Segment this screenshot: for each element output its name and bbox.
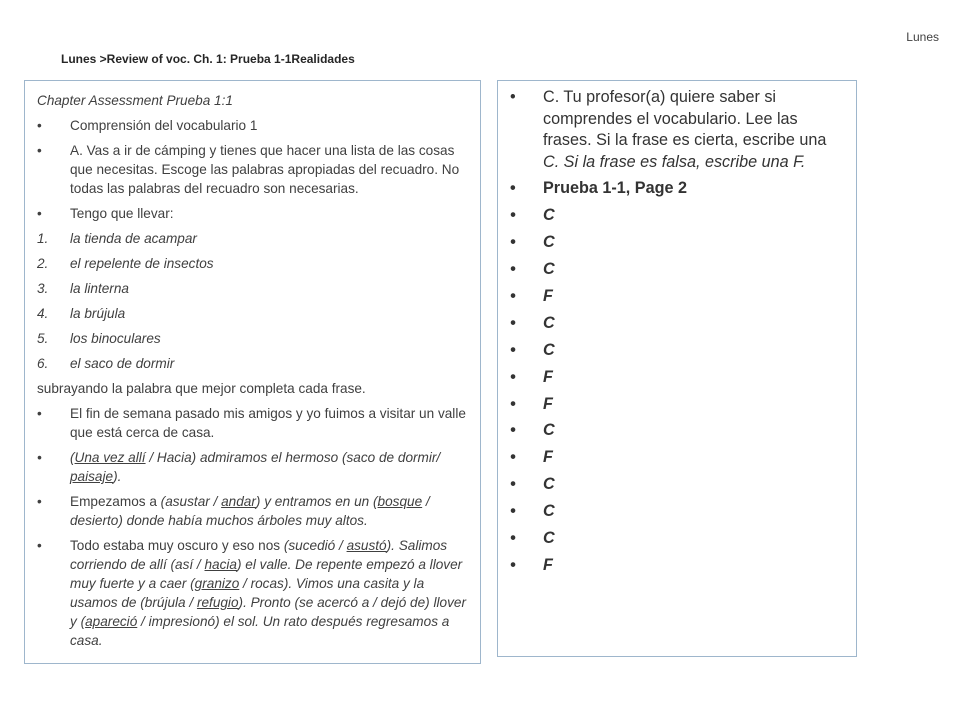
instructions-a: • A. Vas a ir de cámping y tienes que hacer una lista de las cosas que necesitas. Escoge las palabras apropiadas del recuadro. No todas las palabras del recuadro son necesarias. bbox=[37, 141, 468, 198]
answer-item: • F bbox=[510, 447, 842, 469]
underlined-answer: refugio bbox=[196, 595, 239, 610]
answer-item: • C bbox=[510, 205, 842, 227]
vocabulary-subheading: • Comprensión del vocabulario 1 bbox=[37, 116, 468, 135]
underlined-answer: apareció bbox=[85, 614, 138, 629]
underlined-answer: asustó bbox=[346, 538, 387, 553]
answer-item: • C bbox=[510, 474, 842, 496]
day-label: Lunes bbox=[906, 30, 939, 44]
underlined-answer: Una vez allí bbox=[74, 450, 146, 465]
list-item bbox=[37, 329, 468, 348]
list-number: 6. bbox=[37, 356, 49, 371]
answer-item: • F bbox=[510, 394, 842, 416]
underlined-answer: hacia bbox=[204, 557, 237, 572]
answer-item: • C bbox=[510, 528, 842, 550]
list-text: el saco de dormir bbox=[70, 356, 175, 371]
list-item bbox=[37, 229, 468, 248]
answer-item: • F bbox=[510, 555, 842, 577]
underlined-answer: paisaje bbox=[70, 469, 114, 484]
answer-item: • C bbox=[510, 259, 842, 281]
list-text: la brújula bbox=[70, 306, 126, 321]
underlined-answer: bosque bbox=[377, 494, 423, 509]
assessment-heading: Chapter Assessment Prueba 1:1 bbox=[37, 93, 233, 108]
story-paragraph-2: • (Una vez allí / Hacia) admiramos el hermoso (saco de dormir/ paisaje). bbox=[37, 448, 468, 486]
need-label: • Tengo que llevar: bbox=[37, 204, 468, 223]
story-paragraph-4: • Todo estaba muy oscuro y eso nos (sucedió / asustó). Salimos corriendo de allí (así / hacia) el valle. De repente empezó a llover muy fuerte y a caer (granizo / rocas). Vimos una casita y la usamos de (brújula / refugio). Pronto (se acercó a / dejó de) llover y (apareció / impresionó) el sol. Un rato después regresamos a casa. bbox=[37, 536, 468, 650]
answer-item: • C bbox=[510, 340, 842, 362]
answer-item: • C bbox=[510, 232, 842, 254]
instructions-b: subrayando la palabra que mejor completa cada frase. bbox=[37, 381, 366, 396]
list-item bbox=[37, 279, 468, 298]
list-number: 4. bbox=[37, 306, 49, 321]
page-title: Lunes >Review of voc. Ch. 1: Prueba 1-1Realidades bbox=[61, 52, 355, 66]
underlined-answer: andar bbox=[221, 494, 256, 509]
list-number: 5. bbox=[37, 331, 49, 346]
answer-list bbox=[510, 205, 842, 576]
list-text: la linterna bbox=[70, 281, 129, 296]
answer-item: • F bbox=[510, 286, 842, 308]
list-text: el repelente de insectos bbox=[70, 256, 214, 271]
list-text: los binoculares bbox=[70, 331, 161, 346]
answer-item: • C bbox=[510, 501, 842, 523]
instructions-c: • C. Tu profesor(a) quiere saber si comprendes el vocabulario. Lee las frases. Si la frase es cierta, escribe una C. Si la frase es falsa, escribe una F. bbox=[510, 87, 842, 173]
list-number: 3. bbox=[37, 281, 49, 296]
answer-item: • C bbox=[510, 313, 842, 335]
right-content-box bbox=[497, 80, 857, 657]
story-paragraph-3: • Empezamos a (asustar / andar) y entramos en un (bosque / desierto) donde había muchos árboles muy altos. bbox=[37, 492, 468, 530]
list-number: 1. bbox=[37, 231, 49, 246]
story-paragraph-1: • El fin de semana pasado mis amigos y yo fuimos a visitar un valle que está cerca de casa. bbox=[37, 404, 468, 442]
underlined-answer: granizo bbox=[194, 576, 240, 591]
answer-item: • F bbox=[510, 367, 842, 389]
camping-list bbox=[37, 229, 468, 373]
left-content-box bbox=[24, 80, 481, 664]
list-item bbox=[37, 304, 468, 323]
list-text: la tienda de acampar bbox=[70, 231, 197, 246]
list-number: 2. bbox=[37, 256, 49, 271]
list-item bbox=[37, 254, 468, 273]
list-item bbox=[37, 354, 468, 373]
page-reference: • Prueba 1-1, Page 2 bbox=[510, 178, 842, 200]
answer-item: • C bbox=[510, 420, 842, 442]
